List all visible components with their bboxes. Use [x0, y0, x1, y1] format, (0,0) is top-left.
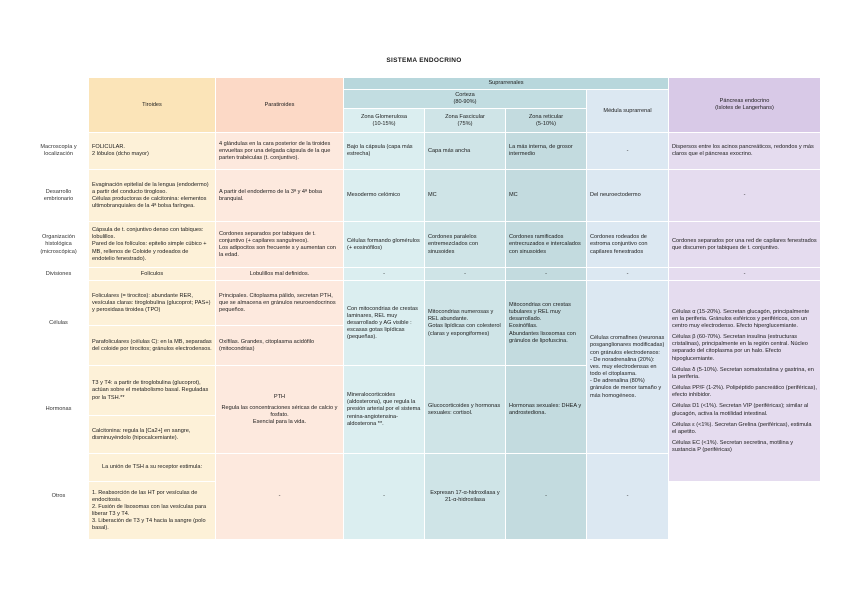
desarrollo-fascicular: MC: [425, 170, 506, 222]
pancreas-beta: Células β (60-70%). Secretan insulina (estructuras cristalinas), principalmente en la región central. Núcleo separado del citoplasma por un halo. Efecto hipoglucemiante.: [672, 334, 808, 362]
organizacion-pancreas: Cordones separados por una red de capilares fenestrados que discurren por tabiques de t. conjuntivo.: [669, 222, 821, 268]
otros-tiroides-tsh: La unión de TSH a su receptor estimula:: [89, 454, 216, 482]
row-label-otros: Otros: [29, 454, 89, 540]
header-fascicular-pct: (75%): [457, 120, 473, 127]
celulas-medula: Células cromafines (neuronas posganglionares modificadas) con gránulos electrodensos: - De noradrenalina (20%): ves. muy electrodensas en todo el citoplasma. - De adrenalina (80%) gránulos de menor tamaño y más homogéneos.: [587, 281, 669, 454]
organizacion-medula: Cordones rodeados de estroma conjuntivo con capilares fenestrados: [587, 222, 669, 268]
organizacion-glomerulosa: Células formando glomérulos (+ eosinófilos): [344, 222, 425, 268]
header-corteza-title: Corteza: [455, 92, 475, 99]
celulas-tiroides-foliculares: Foliculares (= tirocitos): abundante RER, vesículas claras: tiroglobulina (glucoprot; PAS+) y peroxidasa tiroidea (TPO): [89, 281, 216, 326]
pancreas-delta: Células δ (5-10%). Secretan somatostatina y gastrina, en la periferia.: [672, 366, 814, 380]
desarrollo-medula: Del neuroectodermo: [587, 170, 669, 222]
row-label-macroscopia: Macroscopía y localización: [29, 133, 89, 170]
pancreas-cell-types: [669, 281, 821, 482]
divisiones-medula: -: [587, 268, 669, 281]
header-pancreas-sub: (Islotes de Langerhans): [715, 105, 774, 112]
celulas-reticular: Mitocondrias con crestas tubulares y REL muy desarrollado. Eosinófilas. Abundantes lisosomas con gránulos de lipofuscina.: [506, 281, 587, 366]
hormonas-reticular: Hormonas sexuales: DHEA y androstediona.: [506, 366, 587, 454]
desarrollo-tiroides: Evaginación epitelial de la lengua (endodermo) a partir del conducto tirogloso. Células productoras de calcitonina: elementos ultimobranquiales de la 4ª bolsa faríngea.: [89, 170, 216, 222]
pancreas-d1: Células D1 (<1%). Secretan VIP (periféricas); similar al glucagón, activa la motilidad intestinal.: [672, 403, 809, 417]
header-glomerulosa: [344, 109, 425, 133]
macro-paratiroides: 4 glándulas en la cara posterior de la tiroides envueltas por una delgada cápsula de la que parten trabéculas (t. conjuntivo).: [216, 133, 344, 170]
otros-tiroides-pasos: 1. Reabsorción de las HT por vesículas de endocitosis. 2. Fusión de lisosomas con las vesículas para liberar T3 y T4. 3. Liberación de T3 y T4 hacia la sangre (polo basal).: [89, 482, 216, 540]
desarrollo-pancreas: -: [669, 170, 821, 222]
macro-tiroides: FOLICULAR. 2 lóbulos (dcho mayor): [89, 133, 216, 170]
header-reticular-pct: (5-10%): [536, 120, 556, 127]
macro-pancreas: Dispersos entre los acinos pancreáticos, redondos y más claros que el páncreas exocrino.: [669, 133, 821, 170]
desarrollo-paratiroides: A partir del endodermo de la 3ª y 4ª bolsa branquial.: [216, 170, 344, 222]
macro-fascicular: Capa más ancha: [425, 133, 506, 170]
macro-reticular: La más interna, de grosor intermedio: [506, 133, 587, 170]
header-fascicular-title: Zona Fascicular: [445, 113, 485, 120]
pancreas-alpha: Células α (15-20%). Secretan glucagón, principalmente en la periferia. Gránulos esféricos y periféricos, con un centro muy electrodenso. Efecto hiperglucemiante.: [672, 308, 810, 329]
header-corteza: [344, 90, 587, 109]
desarrollo-glomerulosa: Mesodermo celómico: [344, 170, 425, 222]
celulas-tiroides-parafoliculares: Parafoliculares (células C): en la MB, separadas del coloide por tirocitos; gránulos electrodensos.: [89, 326, 216, 366]
otros-paratiroides: -: [216, 454, 344, 540]
hormonas-paratiroides-esencial: Esencial para la vida.: [252, 419, 307, 426]
corner-cell: [29, 78, 89, 133]
otros-medula: -: [587, 454, 669, 540]
divisiones-reticular: -: [506, 268, 587, 281]
header-glomerulosa-pct: (10-15%): [372, 120, 396, 127]
row-label-divisiones: Divisiones: [29, 268, 89, 281]
pancreas-epsilon: Células ε (<1%). Secretan Grelina (periféricas), estimula el apetito.: [672, 421, 812, 435]
hormonas-paratiroides-pth: PTH: [273, 393, 286, 400]
celulas-glomerulosa: Con mitocondrias de crestas laminares, REL muy desarrollado y AG visible : escasas gotas lipídicas (pequeñas).: [344, 281, 425, 366]
divisiones-glomerulosa: -: [344, 268, 425, 281]
organizacion-tiroides: Cápsula de t. conjuntivo denso con tabiques: lobulillos. Pared de los folículos: epitelio simple cúbico + MB, rellenos de Coloide y rodeados de endotelio fenestrado).: [89, 222, 216, 268]
row-label-organizacion: Organización histológica (microscópica): [29, 222, 89, 268]
macro-medula: -: [587, 133, 669, 170]
hormonas-glomerulosa: Mineralocorticoides (aldosterona), que regula la presión arterial por el sistema renina-angiotensina-aldosterona **.: [344, 366, 425, 454]
row-label-desarrollo: Desarrollo embrionario: [29, 170, 89, 222]
organizacion-paratiroides: Cordones separados por tabiques de t. conjuntivo (+ capilares sanguíneos). Los adipocitos son frecuente s y aumentan con la edad.: [216, 222, 344, 268]
header-corteza-pct: (80-90%): [453, 99, 477, 106]
header-reticular-title: Zona reticular: [528, 113, 564, 120]
pancreas-pp: Células PP/F (1-2%). Polipéptido pancreático (periféricas), efecto inhibidor.: [672, 385, 817, 399]
hormonas-paratiroides-regula: Regula las concentraciones séricas de calcio y fosfato.: [221, 404, 338, 418]
organizacion-fascicular: Cordones paralelos entremezclados con sinusoides: [425, 222, 506, 268]
divisiones-pancreas: -: [669, 268, 821, 281]
otros-glomerulosa: -: [344, 454, 425, 540]
row-label-hormonas: Hormonas: [29, 366, 89, 454]
header-pancreas: [669, 78, 821, 133]
hormonas-paratiroides: [216, 366, 344, 454]
document-title: SISTEMA ENDOCRINO: [386, 57, 462, 64]
organizacion-reticular: Cordones ramificados entrecruzados e intercalados con sinusoides: [506, 222, 587, 268]
pancreas-ec: Células EC (<1%). Secretan secretina, motilina y sustancia P (periféricas): [672, 439, 794, 454]
macro-glomerulosa: Bajo la cápsula (capa más estrecha): [344, 133, 425, 170]
header-fascicular: [425, 109, 506, 133]
header-paratiroides: Paratiroides: [216, 78, 344, 133]
hormonas-fascicular: Glucocorticoides y hormonas sexuales: cortisol.: [425, 366, 506, 454]
divisiones-tiroides: Folículos: [89, 268, 216, 281]
celulas-paratiroides-principales: Principales. Citoplasma pálido, secretan PTH, que se almacena en gránulos neuroendocrinos pequeños.: [216, 281, 344, 326]
header-pancreas-title: Páncreas endocrino: [719, 98, 770, 105]
header-glomerulosa-title: Zona Glomerulosa: [360, 113, 407, 120]
celulas-fascicular: Mitocondrias numerosas y REL abundante. Gotas lipídicas con colesterol (claras y espongiformes): [425, 281, 506, 366]
divisiones-paratiroides: Lobulillos mal definidos.: [216, 268, 344, 281]
header-medula: Médula suprarrenal: [587, 90, 669, 133]
hormonas-tiroides-t3t4: T3 y T4: a partir de tiroglobulina (glucoprot), actúan sobre el metabolismo basal. Reguladas por la TSH.**: [89, 366, 216, 416]
celulas-paratiroides-oxifilas: Oxífilas. Grandes, citoplasma acidófilo (mitocondrias): [216, 326, 344, 366]
otros-fascicular: Expresan 17-α-hidroxilasa y 21-α-hidroxilasa: [425, 454, 506, 540]
row-label-celulas: Células: [29, 281, 89, 366]
endocrine-table: [28, 77, 821, 540]
otros-reticular: -: [506, 454, 587, 540]
desarrollo-reticular: MC: [506, 170, 587, 222]
header-suprarrenales: Suprarrenales: [344, 78, 669, 90]
header-reticular: [506, 109, 587, 133]
header-tiroides: Tiroides: [89, 78, 216, 133]
divisiones-fascicular: -: [425, 268, 506, 281]
hormonas-tiroides-calcitonina: Calcitonina: regula la [Ca2+] en sangre, disminuyéndolo (hipocalcemiante).: [89, 416, 216, 454]
